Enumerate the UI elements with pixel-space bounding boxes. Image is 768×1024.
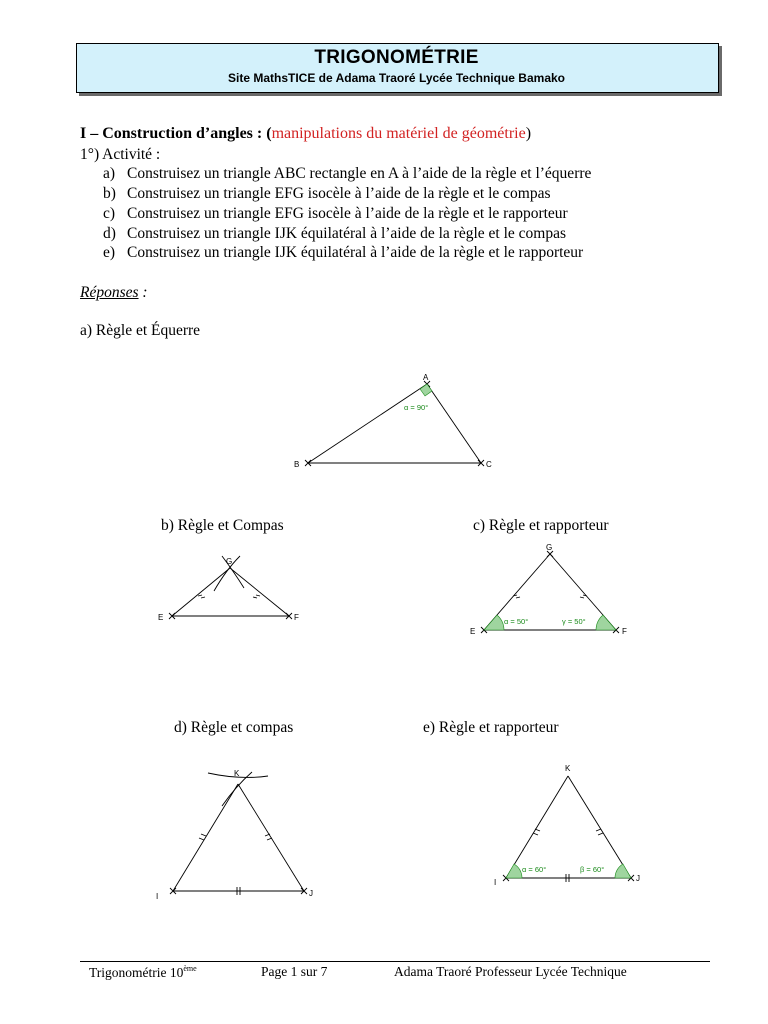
page-title: TRIGONOMÉTRIE — [314, 47, 479, 68]
answers-label: Réponses : — [80, 284, 148, 301]
figure-e-beta-label: β = 60° — [580, 865, 605, 874]
figure-b-label-F: F — [294, 613, 299, 622]
figure-e-caption: e) Règle et rapporteur — [423, 719, 559, 736]
section-heading-text: I – Construction d’angles : ( — [80, 125, 272, 142]
figure-d-label-J: J — [309, 889, 313, 898]
footer-divider — [80, 961, 710, 962]
figure-a-label-A: A — [423, 373, 429, 382]
list-item: b) Construisez un triangle EFG isocèle à l’aide de la règle et le compas — [103, 185, 551, 202]
figure-a-angle-label: α = 90° — [404, 403, 429, 412]
figure-d-label-I: I — [156, 892, 159, 901]
figure-c-gamma-label: γ = 50° — [562, 617, 586, 626]
figure-b-label-E: E — [158, 613, 164, 622]
figure-e-angle-beta-mark — [615, 864, 631, 878]
figure-d-triangle — [170, 772, 307, 895]
figure-e-alpha-label: α = 60° — [522, 865, 547, 874]
section-heading-note: manipulations du matériel de géométrie — [271, 125, 526, 142]
list-item: d) Construisez un triangle IJK équilatéral à l’aide de la règle et le compas — [103, 225, 566, 242]
figure-a-right-angle-mark — [420, 384, 432, 396]
list-item: c) Construisez un triangle EFG isocèle à l’aide de la règle et le rapporteur — [103, 205, 568, 222]
figure-a-triangle — [305, 381, 484, 466]
figure-c-label-F: F — [622, 627, 627, 636]
footer-right: Adama Traoré Professeur Lycée Technique — [394, 964, 627, 979]
figure-c-angle-gamma-mark — [596, 615, 616, 630]
figure-e-label-K: K — [565, 764, 571, 773]
figure-e-angle-alpha-mark — [506, 864, 522, 878]
figure-d-label-K: K — [234, 769, 240, 778]
figure-d-caption: d) Règle et compas — [174, 719, 294, 736]
list-item: e) Construisez un triangle IJK équilatéral à l’aide de la règle et le rapporteur — [103, 244, 584, 261]
section-heading-close: ) — [525, 125, 532, 142]
figure-e-label-I: I — [494, 878, 497, 887]
figure-c-angle-alpha-mark — [484, 615, 504, 630]
figure-b-caption: b) Règle et Compas — [161, 517, 284, 534]
figure-a-label-B: B — [294, 460, 300, 469]
figure-c-label-G: G — [546, 543, 553, 552]
figure-a-label-C: C — [486, 460, 492, 469]
figure-a-caption: a) Règle et Équerre — [80, 322, 201, 339]
footer-left: Trigonométrie 10ème — [89, 964, 197, 980]
figure-c-label-E: E — [470, 627, 476, 636]
figure-b-label-G: G — [226, 557, 233, 566]
page-subtitle: Site MathsTICE de Adama Traoré Lycée Technique Bamako — [228, 71, 565, 85]
figure-c-alpha-label: α = 50° — [504, 617, 529, 626]
footer-page-number: Page 1 sur 7 — [261, 964, 328, 979]
activity-label: 1°) Activité : — [80, 146, 161, 163]
figure-c-caption: c) Règle et rapporteur — [473, 517, 609, 534]
list-item: a) Construisez un triangle ABC rectangle en A à l’aide de la règle et l’équerre — [103, 165, 592, 182]
figure-e-label-J: J — [636, 874, 640, 883]
